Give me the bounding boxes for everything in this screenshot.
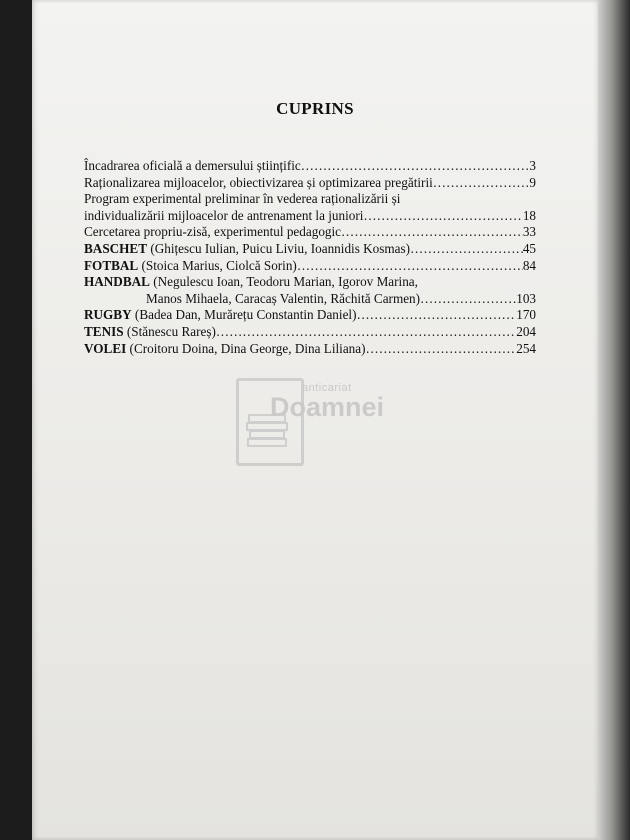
- toc-entry: [84, 258, 536, 275]
- watermark: [236, 378, 396, 462]
- toc-page-number: 84: [522, 257, 536, 273]
- leader-dots: [363, 208, 522, 225]
- leader-dots: [301, 158, 530, 175]
- toc-entry: [84, 224, 536, 241]
- authors: (Ghițescu Iulian, Puicu Liviu, Ioannidis Kosmas): [147, 240, 411, 256]
- toc-entry: [84, 208, 536, 225]
- page-edge: [598, 0, 630, 840]
- toc-page-number: 204: [516, 323, 536, 339]
- sport-name: TENIS: [84, 323, 124, 339]
- sport-name: RUGBY: [84, 307, 132, 323]
- toc-entry-text: individualizării mijloacelor de antrenament la juniori: [84, 207, 364, 223]
- leader-dots: [356, 307, 516, 324]
- page-title: CUPRINS: [276, 99, 354, 118]
- leader-dots: [216, 324, 516, 341]
- toc-entry-text: Raționalizarea mijloacelor, obiectivizarea și optimizarea pregătirii: [84, 174, 433, 190]
- toc-entry: [84, 158, 536, 175]
- toc-page-number: 18: [522, 207, 536, 223]
- toc-entry-text: [84, 258, 297, 275]
- toc-entry-text: [84, 241, 410, 258]
- table-of-contents: [84, 158, 536, 357]
- toc-entry-line: [84, 274, 536, 291]
- toc-entry: [84, 341, 536, 358]
- toc-entry-text: [84, 307, 356, 324]
- toc-page-number: 3: [529, 158, 536, 173]
- toc-page-number: 9: [529, 174, 536, 190]
- toc-entry: [84, 175, 536, 192]
- toc-page-number: 33: [522, 224, 536, 240]
- authors: (Stănescu Rareș): [123, 323, 216, 339]
- toc-entry-text: [84, 341, 366, 358]
- authors: (Negulescu Ioan, Teodoru Marian, Igorov Marina,: [149, 274, 418, 290]
- leader-dots: [297, 258, 523, 275]
- authors: (Badea Dan, Murărețu Constantin Daniel): [131, 307, 357, 323]
- authors: (Stoica Marius, Ciolcă Sorin): [138, 257, 297, 273]
- watermark-small-text: anticariat: [302, 382, 352, 394]
- toc-entry-text: Cercetarea propriu-zisă, experimentul pedagogic: [84, 224, 342, 240]
- toc-entry: [84, 241, 536, 258]
- sport-name: HANDBAL: [84, 274, 150, 290]
- leader-dots: [366, 341, 517, 358]
- authors: (Croitoru Doina, Dina George, Dina Liliana): [126, 340, 366, 356]
- sport-name: BASCHET: [84, 240, 148, 256]
- leader-dots: [410, 241, 523, 258]
- leader-dots: [341, 224, 523, 241]
- sport-name: FOTBAL: [84, 257, 139, 273]
- toc-entry-text: Încadrarea oficială a demersului științific: [84, 158, 301, 173]
- toc-page-number: 103: [516, 290, 536, 306]
- watermark-brand: Doamnei: [270, 392, 385, 422]
- toc-entry: [84, 307, 536, 324]
- toc-page-number: 254: [516, 340, 536, 356]
- toc-entry-text: Manos Mihaela, Caracaș Valentin, Răchită Carmen): [146, 290, 421, 306]
- toc-page-number: 45: [522, 240, 536, 256]
- toc-entry: [84, 291, 536, 308]
- toc-entry-line: Program experimental preliminar în vederea raționalizării și: [84, 191, 401, 207]
- leader-dots: [433, 175, 530, 192]
- toc-page-number: 170: [516, 307, 536, 323]
- leader-dots: [420, 291, 516, 308]
- toc-entry: [84, 324, 536, 341]
- sport-name: VOLEI: [84, 340, 127, 356]
- toc-entry-text: [84, 324, 216, 341]
